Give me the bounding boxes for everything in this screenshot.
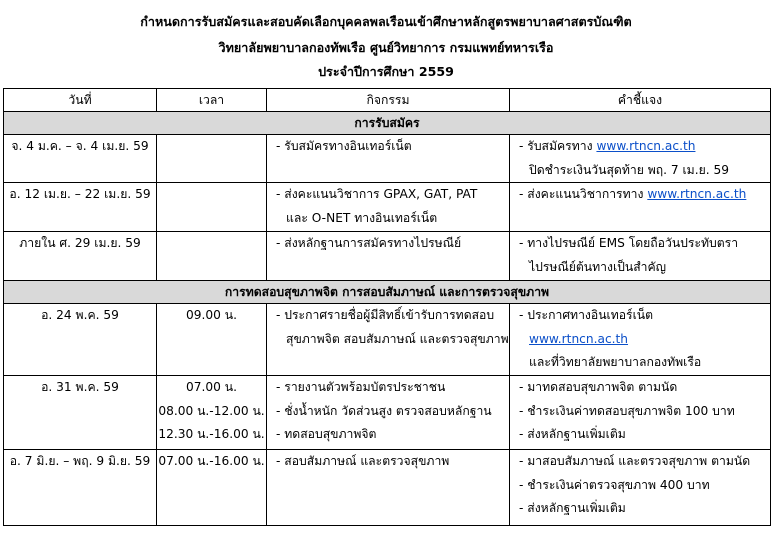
activity-line: - รับสมัครทางอินเทอร์เน็ต [276, 139, 412, 153]
doc-title-line1: กำหนดการรับสมัครและสอบคัดเลือกบุคคลพลเรือนเข้าศึกษาหลักสูตรพยาบาลศาสตรบัณฑิต [140, 14, 632, 29]
date-cell: จ. 4 ม.ค. – จ. 4 เม.ย. 59 [4, 135, 157, 183]
time-cell: 07.00 น.-16.00 น. [157, 450, 267, 526]
date-cell: อ. 7 มิ.ย. – พฤ. 9 มิ.ย. 59 [4, 450, 157, 526]
table-row [4, 304, 771, 376]
note-line: - ส่งหลักฐานเพิ่มเติม [519, 501, 626, 515]
time-line: 08.00 น.-12.00 น. [158, 403, 265, 418]
time-cell [157, 135, 267, 183]
note-text: - ส่งคะแนนวิชาการทาง [519, 187, 648, 201]
note-line: - ชำระเงินค่าทดสอบสุขภาพจิต 100 บาท [519, 403, 735, 418]
column-header-note: คำชี้แจง [510, 89, 771, 112]
note-text: - รับสมัครทาง [519, 139, 597, 153]
time-cell [157, 376, 267, 450]
table-row [4, 135, 771, 183]
table-row [4, 232, 771, 281]
section-title: การทดสอบสุขภาพจิต การสอบสัมภาษณ์ และการตรวจสุขภาพ [4, 281, 771, 304]
doc-title-line2: วิทยาลัยพยาบาลกองทัพเรือ ศูนย์วิทยาการ กรมแพทย์ทหารเรือ [218, 40, 554, 55]
website-link[interactable]: www.rtncn.ac.th [647, 187, 747, 201]
activity-line: - สอบสัมภาษณ์ และตรวจสุขภาพ [276, 454, 450, 468]
activity-cell [267, 450, 510, 526]
note-line: ปิดชำระเงินวันสุดท้าย พฤ. 7 เม.ย. 59 [529, 162, 729, 177]
doc-title-line3: ประจำปีการศึกษา 2559 [318, 64, 454, 79]
date-cell: อ. 31 พ.ค. 59 [4, 376, 157, 450]
note-cell [510, 135, 771, 183]
activity-cell [267, 232, 510, 281]
table-row [4, 450, 771, 526]
note-cell [510, 376, 771, 450]
note-cell [510, 450, 771, 526]
website-link[interactable]: www.rtncn.ac.th [529, 331, 629, 346]
note-line: - ส่งหลักฐานเพิ่มเติม [519, 427, 626, 441]
activity-line: และ O-NET ทางอินเทอร์เน็ต [286, 210, 438, 225]
note-line: และที่วิทยาลัยพยาบาลกองทัพเรือ [529, 355, 702, 369]
activity-line: - ส่งคะแนนวิชาการ GPAX, GAT, PAT [276, 187, 478, 201]
column-header-time: เวลา [157, 89, 267, 112]
table-header-row [4, 89, 771, 112]
note-line [510, 328, 770, 352]
note-line: - ชำระเงินค่าตรวจสุขภาพ 400 บาท [519, 477, 710, 492]
section-row-testing [4, 281, 771, 304]
table-row [4, 376, 771, 450]
date-cell: ภายใน ศ. 29 เม.ย. 59 [4, 232, 157, 281]
time-line: 07.00 น. [186, 380, 237, 394]
activity-line: สุขภาพจิต สอบสัมภาษณ์ และตรวจสุขภาพ [286, 331, 509, 346]
schedule-table [3, 88, 771, 526]
activity-cell [267, 304, 510, 376]
note-cell [510, 304, 771, 376]
note-line: - มาสอบสัมภาษณ์ และตรวจสุขภาพ ตามนัด [519, 454, 751, 468]
note-line: - ทางไปรษณีย์ EMS โดยถือวันประทับตรา [519, 236, 739, 250]
note-cell [510, 183, 771, 232]
note-line: - ประกาศทางอินเทอร์เน็ต [519, 308, 654, 322]
column-header-activity: กิจกรรม [267, 89, 510, 112]
note-cell [510, 232, 771, 281]
section-title: การรับสมัคร [4, 112, 771, 135]
website-link[interactable]: www.rtncn.ac.th [596, 139, 696, 153]
time-cell [157, 183, 267, 232]
activity-line: - ทดสอบสุขภาพจิต [276, 427, 377, 441]
activity-line: - ประกาศรายชื่อผู้มีสิทธิ์เข้ารับการทดสอบ [276, 308, 495, 322]
activity-cell [267, 183, 510, 232]
activity-cell [267, 376, 510, 450]
time-line: 12.30 น.-16.00 น. [158, 427, 265, 441]
time-cell: 09.00 น. [157, 304, 267, 376]
table-row [4, 183, 771, 232]
time-cell [157, 232, 267, 281]
activity-cell [267, 135, 510, 183]
activity-line: - ส่งหลักฐานการสมัครทางไปรษณีย์ [276, 236, 462, 250]
note-line [510, 135, 770, 159]
activity-line: - รายงานตัวพร้อมบัตรประชาชน [276, 380, 446, 394]
note-line: - มาทดสอบสุขภาพจิต ตามนัด [519, 380, 678, 394]
date-cell: อ. 24 พ.ค. 59 [4, 304, 157, 376]
activity-line: - ชั่งน้ำหนัก วัดส่วนสูง ตรวจสอบหลักฐาน [276, 403, 492, 418]
date-cell: อ. 12 เม.ย. – 22 เม.ย. 59 [4, 183, 157, 232]
section-row-application [4, 112, 771, 135]
column-header-date: วันที่ [4, 89, 157, 112]
note-line: ไปรษณีย์ต้นทางเป็นสำคัญ [529, 259, 667, 274]
note-line [510, 183, 770, 207]
